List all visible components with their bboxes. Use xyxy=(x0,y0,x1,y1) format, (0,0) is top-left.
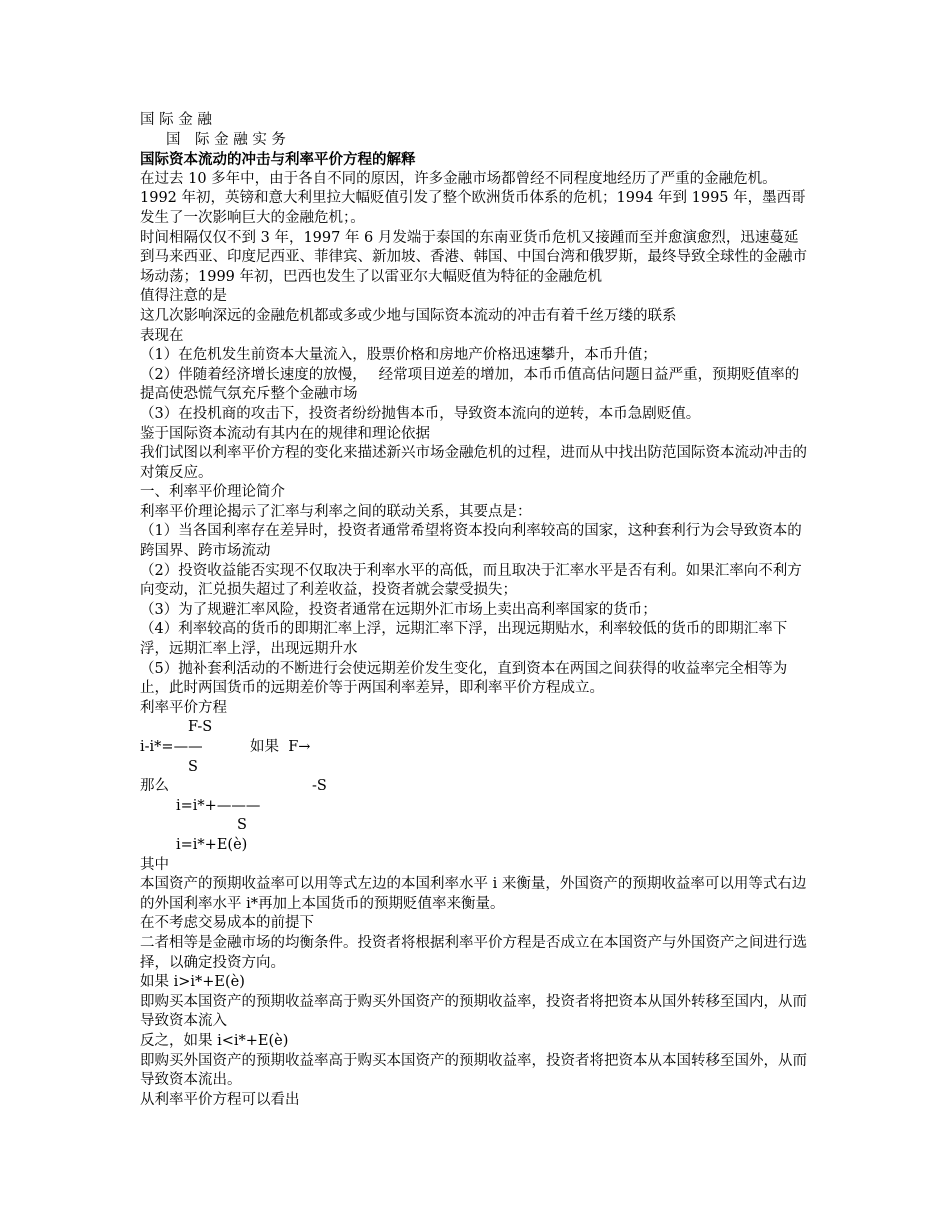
header-line-2: 国 际 金 融 实 务 xyxy=(166,131,286,148)
paragraph: 时间相隔仅仅不到 3 年，1997 年 6 月发端于泰国的东南亚货币危机又接踵而至并愈演愈烈，迅速蔓延到马来西亚、印度尼西亚、菲律宾、新加坡、香港、韩国、中国台湾和俄罗斯，最终导致全球性的金融市场动荡；1999 年初，巴西也发生了以雷亚尔大幅贬值为特征的金融危机 xyxy=(140,229,807,285)
document-page xyxy=(140,111,812,1110)
equation-denominator-2: S xyxy=(237,817,247,834)
document-title: 国际资本流动的冲击与利率平价方程的解释 xyxy=(140,151,416,169)
paragraph: 1992 年初，英镑和意大利里拉大幅贬值引发了整个欧洲货币体系的危机；1994 年到 1995 年，墨西哥发生了一次影响巨大的金融危机；。 xyxy=(140,190,806,226)
equation-condition: 如果 F→ xyxy=(250,739,311,755)
paragraph: （4）利率较高的货币的即期汇率上浮，远期汇率下浮，出现远期贴水，利率较低的货币的即期汇率下浮，远期汇率上浮，出现远期升水 xyxy=(140,621,788,658)
paragraph: （2）伴随着经济增长速度的放慢， 经常项目逆差的增加，本币币值高估问题日益严重，预期贬值率的提高使恐慌气氛充斥整个金融市场 xyxy=(140,366,800,403)
paragraph: （1）在危机发生前资本大量流入，股票价格和房地产价格迅速攀升，本币升值； xyxy=(140,347,657,364)
paragraph: 二者相等是金融市场的均衡条件。投资者将根据利率平价方程是否成立在本国资产与外国资产之间进行选择，以确定投资方向。 xyxy=(140,934,807,971)
paragraph: 从利率平价方程可以看出 xyxy=(140,1091,300,1108)
paragraph: （2）投资收益能否实现不仅取决于利率水平的高低，而且取决于汇率水平是否有利。如果汇率向不利方向变动，汇兑损失超过了利差收益，投资者就会蒙受损失； xyxy=(140,562,802,599)
paragraph: 即购买本国资产的预期收益率高于购买外国资产的预期收益率，投资者将把资本从国外转移至国内，从而导致资本流入 xyxy=(140,993,807,1030)
paragraph: 鉴于国际资本流动有其内在的规律和理论依据 xyxy=(140,425,430,442)
paragraph: 在不考虑交易成本的前提下 xyxy=(140,915,314,932)
equation-denominator-1: S xyxy=(188,758,198,775)
paragraph: 如果 i>i*+E(è) xyxy=(140,974,245,991)
equation-block xyxy=(140,718,812,855)
paragraph: 其中 xyxy=(140,856,169,873)
paragraph: 值得注意的是 xyxy=(140,288,227,305)
paragraph: 利率平价方程 xyxy=(140,699,227,716)
paragraph: 反之，如果 i<i*+E(è) xyxy=(140,1032,289,1049)
paragraph: 我们试图以利率平价方程的变化来描述新兴市场金融危机的过程，进而从中找出防范国际资本流动冲击的对策反应。 xyxy=(140,445,807,481)
paragraph: 在过去 10 多年中，由于各自不同的原因，许多金融市场都曾经不同程度地经历了严重的金融危机。 xyxy=(140,170,777,187)
paragraph: 这几次影响深远的金融危机都或多或少地与国际资本流动的冲击有着千丝万缕的联系 xyxy=(140,307,677,324)
paragraph: （3）在投机商的攻击下，投资者纷纷抛售本币，导致资本流向的逆转，本币急剧贬值。 xyxy=(140,405,701,422)
equation-3: i=i*+E(è) xyxy=(176,836,248,853)
paragraph: 即购买外国资产的预期收益率高于购买本国资产的预期收益率，投资者将把资本从本国转移至国外，从而导致资本流出。 xyxy=(140,1052,807,1089)
equation-lhs-2: i=i*+——— xyxy=(176,797,261,814)
equation-then: 那么 xyxy=(140,778,169,795)
header-line-1: 国 际 金 融 xyxy=(140,112,212,128)
paragraph: 利率平价理论揭示了汇率与利率之间的联动关系，其要点是： xyxy=(140,503,532,520)
paragraph: （1）当各国利率存在差异时，投资者通常希望将资本投向利率较高的国家，这种套利行为会导致资本的跨国界、跨市场流动 xyxy=(140,523,802,560)
equation-numerator-1: F-S xyxy=(188,719,213,736)
equation-numerator-2: -S xyxy=(312,778,327,795)
paragraph: （5）抛补套利活动的不断进行会使远期差价发生变化，直到资本在两国之间获得的收益率完全相等为止，此时两国货币的远期差价等于两国利率差异，即利率平价方程成立。 xyxy=(140,660,788,697)
section-heading: 一、利率平价理论简介 xyxy=(140,484,285,501)
equation-lhs-1: i-i*=—— xyxy=(140,739,203,755)
paragraph: 本国资产的预期收益率可以用等式左边的本国利率水平 i 来衡量，外国资产的预期收益率可以用等式右边的外国利率水平 i*再加上本国货币的预期贬值率来衡量。 xyxy=(140,876,807,912)
paragraph: 表现在 xyxy=(140,327,184,344)
paragraph: （3）为了规避汇率风险，投资者通常在远期外汇市场上卖出高利率国家的货币； xyxy=(140,601,657,618)
